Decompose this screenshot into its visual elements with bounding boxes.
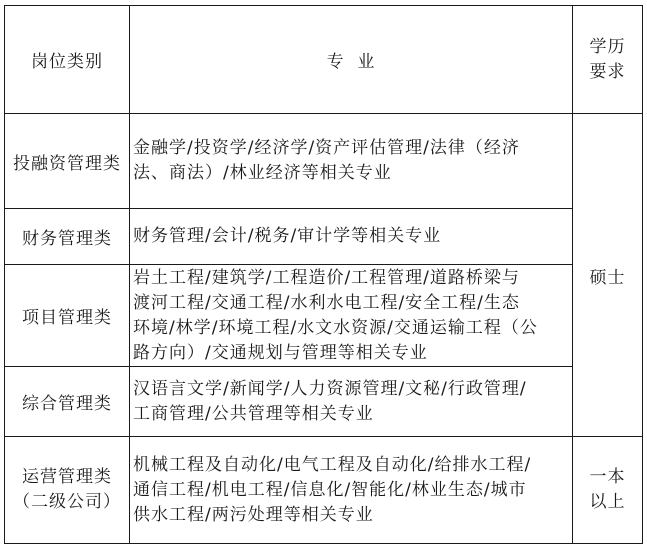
row4-category-cell xyxy=(5,367,129,436)
header-major: 专 业 xyxy=(326,52,376,72)
row4-major-cell xyxy=(130,367,572,436)
row3-major-line1: 岩土工程/建筑学/工程造价/工程管理/道路桥梁与 xyxy=(133,267,520,288)
row2-major-cell xyxy=(130,209,572,264)
row5-major-line1: 机械工程及自动化/电气工程及自动化/给排水工程/ xyxy=(133,454,532,475)
row2-category-cell xyxy=(5,209,129,264)
header-degree-cell xyxy=(573,6,642,113)
row1-major-line1: 金融学/投资学/经济学/资产评估管理/法律（经济 xyxy=(133,138,520,158)
row5-major-line2: 通信工程/机电工程/信息化/智能化/林业生态/城市 xyxy=(133,479,527,500)
row3-major-cell xyxy=(130,265,572,366)
degree-merged-cell xyxy=(573,114,642,436)
row5-category-cell xyxy=(5,437,129,543)
row1-major-line2: 法、商法）/林业经济等相关专业 xyxy=(133,163,392,183)
row1-category: 投融资管理类 xyxy=(13,153,121,174)
row3-category-cell xyxy=(5,265,129,366)
row4-major-line2: 工商管理/公共管理等相关专业 xyxy=(133,403,374,424)
row3-major-line2: 渡河工程/交通工程/水利水电工程/安全工程/生态 xyxy=(133,292,520,313)
row5-degree-line1: 一本 xyxy=(589,467,626,487)
row5-major-line3: 供水工程/两污处理等相关专业 xyxy=(133,504,374,525)
table-border-bottom xyxy=(4,543,643,544)
row5-degree-cell xyxy=(573,437,642,543)
row5-degree-line2: 以上 xyxy=(589,492,626,512)
row5-category-line1: 运营管理类 xyxy=(22,467,112,487)
header-degree-line1: 学历 xyxy=(589,36,626,57)
row2-category: 财务管理类 xyxy=(22,229,112,249)
table-border-right xyxy=(642,5,643,544)
row2-major-line1: 财务管理/会计/税务/审计学等相关专业 xyxy=(133,226,442,246)
degree-merged: 硕士 xyxy=(589,267,626,288)
row1-category-cell xyxy=(5,114,129,208)
header-degree-line2: 要求 xyxy=(589,61,626,82)
row4-major-line1: 汉语言文学/新闻学/人力资源管理/文秘/行政管理/ xyxy=(133,378,527,399)
row4-category: 综合管理类 xyxy=(22,394,112,414)
row3-major-line3: 环境/林学/环境工程/水文水资源/交通运输工程（公 xyxy=(133,317,538,338)
row5-category-line2: （二级公司） xyxy=(13,492,121,512)
row3-major-line4: 路方向）/交通规划与管理等相关专业 xyxy=(133,342,428,363)
row1-major-cell xyxy=(130,114,572,208)
header-category: 岗位类别 xyxy=(31,52,103,72)
row3-category: 项目管理类 xyxy=(22,308,112,328)
row5-major-cell xyxy=(130,437,572,543)
header-category-cell xyxy=(5,6,129,113)
header-major-cell xyxy=(130,6,572,113)
